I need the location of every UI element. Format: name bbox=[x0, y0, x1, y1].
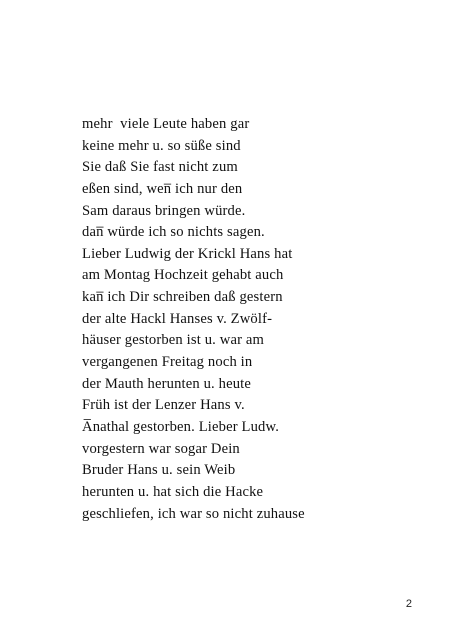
text-line: am Montag Hochzeit gehabt auch bbox=[82, 267, 284, 284]
text-line: geschliefen, ich war so nicht zuhause bbox=[82, 505, 305, 522]
text-line: Bruder Hans u. sein Weib bbox=[82, 462, 236, 479]
text-line: Sam daraus bringen würde. bbox=[82, 202, 246, 219]
text-line: A̅nathal gestorben. Lieber Ludw. bbox=[82, 418, 280, 435]
text-line: Früh ist der Lenzer Hans v. bbox=[82, 397, 245, 414]
text-line: Lieber Ludwig der Krickl Hans hat bbox=[82, 245, 293, 262]
text-line: eßen sind, wen̅ ich nur den bbox=[82, 180, 243, 197]
text-line: mehr viele Leute haben gar bbox=[82, 116, 250, 132]
text-line: herunten u. hat sich die Hacke bbox=[82, 483, 264, 500]
letter-body bbox=[82, 114, 412, 525]
text-line: vorgestern war sogar Dein bbox=[82, 440, 240, 457]
text-line: keine mehr u. so süße sind bbox=[82, 137, 241, 154]
text-line: vergangenen Freitag noch in bbox=[82, 354, 253, 371]
text-line: häuser gestorben ist u. war am bbox=[82, 332, 265, 349]
page-number: 2 bbox=[405, 598, 412, 610]
text-line: der Mauth herunten u. heute bbox=[82, 375, 251, 392]
text-line: kan̅ ich Dir schreiben daß gestern bbox=[82, 289, 283, 306]
text-line: dan̅ würde ich so nichts sagen. bbox=[82, 224, 265, 241]
text-line: Sie daß Sie fast nicht zum bbox=[82, 159, 238, 176]
text-line: der alte Hackl Hanses v. Zwölf- bbox=[82, 310, 273, 327]
